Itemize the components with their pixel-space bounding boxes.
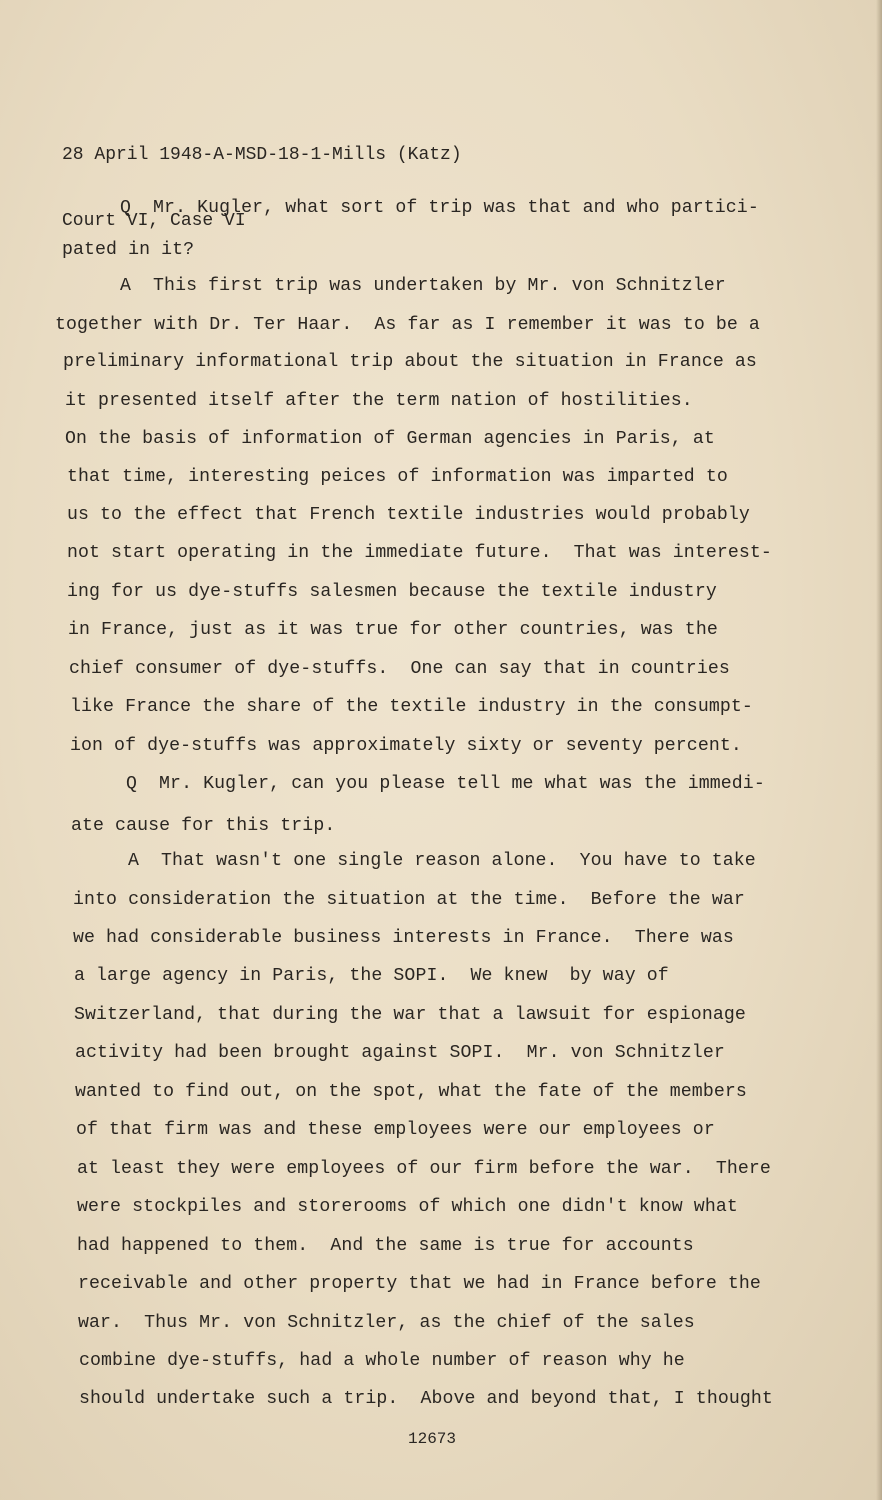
text-line: preliminary informational trip about the situation in France as <box>63 352 757 372</box>
text-line: we had considerable business interests in France. There was <box>73 928 734 948</box>
text-line: wanted to find out, on the spot, what the fate of the members <box>75 1082 747 1102</box>
text-line: ing for us dye-stuffs salesmen because the textile industry <box>67 582 717 602</box>
text-line: A That wasn't one single reason alone. You have to take <box>128 851 756 871</box>
text-line: chief consumer of dye-stuffs. One can say that in countries <box>69 659 730 679</box>
text-line: us to the effect that French textile industries would probably <box>67 505 750 525</box>
text-line: in France, just as it was true for other countries, was the <box>68 620 718 640</box>
text-line: a large agency in Paris, the SOPI. We knew by way of <box>74 966 669 986</box>
text-line: combine dye-stuffs, had a whole number of reason why he <box>79 1351 685 1371</box>
text-line: of that firm was and these employees were our employees or <box>76 1120 715 1140</box>
text-line: should undertake such a trip. Above and beyond that, I thought <box>79 1389 773 1409</box>
text-line: pated in it? <box>62 240 195 260</box>
text-line: into consideration the situation at the time. Before the war <box>73 890 745 910</box>
text-line: Q Mr. Kugler, can you please tell me what was the immedi- <box>126 774 765 794</box>
text-line: were stockpiles and storerooms of which one didn't know what <box>77 1197 738 1217</box>
text-line: Q Mr. Kugler, what sort of trip was that and who partici- <box>120 198 759 218</box>
header-date-line: 28 April 1948-A-MSD-18-1-Mills (Katz) <box>62 145 462 165</box>
text-line: at least they were employees of our firm before the war. There <box>77 1159 771 1179</box>
text-line: had happened to them. And the same is true for accounts <box>77 1236 694 1256</box>
text-line: A This first trip was undertaken by Mr. von Schnitzler <box>120 276 726 296</box>
text-line: war. Thus Mr. von Schnitzler, as the chief of the sales <box>78 1313 695 1333</box>
text-line: that time, interesting peices of information was imparted to <box>67 467 728 487</box>
text-line: receivable and other property that we had in France before the <box>78 1274 761 1294</box>
text-line: ion of dye-stuffs was approximately sixty or seventy percent. <box>70 736 742 756</box>
text-line: it presented itself after the term nation of hostilities. <box>65 391 693 411</box>
text-line: On the basis of information of German agencies in Paris, at <box>65 429 715 449</box>
header-court-line: Court VI, Case VI <box>62 211 246 231</box>
text-line: together with Dr. Ter Haar. As far as I remember it was to be a <box>55 315 760 335</box>
text-line: ate cause for this trip. <box>71 816 336 836</box>
text-line: like France the share of the textile industry in the consumpt- <box>70 697 753 717</box>
page-number: 12673 <box>408 1430 457 1448</box>
text-line: activity had been brought against SOPI. Mr. von Schnitzler <box>75 1043 725 1063</box>
text-line: not start operating in the immediate future. That was interest- <box>67 543 772 563</box>
text-line: Switzerland, that during the war that a lawsuit for espionage <box>74 1005 746 1025</box>
